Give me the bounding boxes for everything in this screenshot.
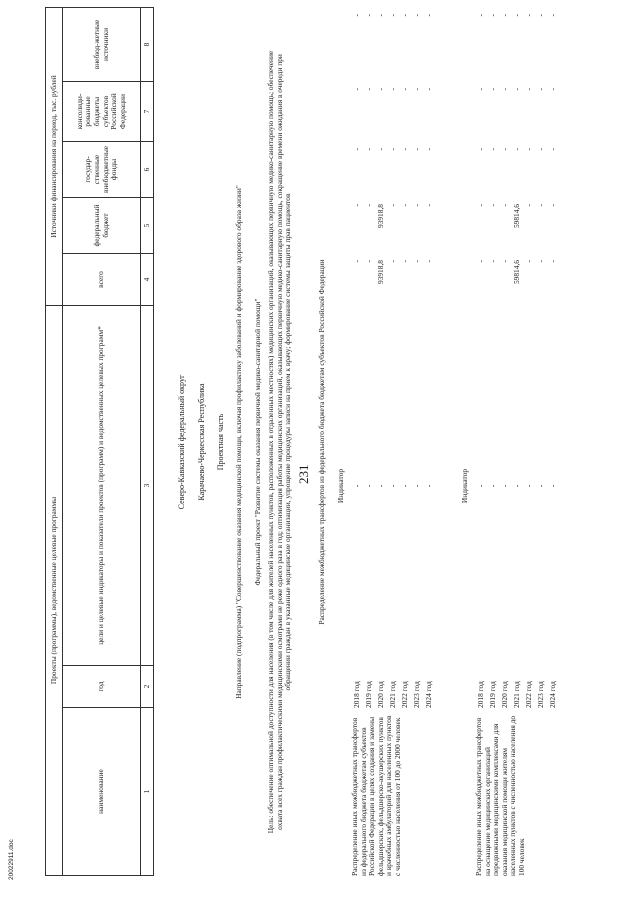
footer — [6, 839, 26, 900]
value-cell: - — [412, 88, 421, 91]
value-cell: - — [364, 148, 373, 151]
value-cell: - — [364, 88, 373, 91]
value-cell: - — [412, 260, 421, 263]
indicator-label: Индикатор — [336, 468, 345, 504]
transfers-heading: Распределение межбюджетных трансфертов из федерального бюджета бюджетам субъектов Российской Федерации — [317, 259, 326, 625]
value-cell: - — [488, 14, 497, 17]
value-cell: - — [352, 484, 361, 488]
year-list — [475, 668, 559, 708]
value-cell: - — [352, 260, 361, 263]
federal-column — [475, 204, 559, 254]
value-cell: - — [500, 88, 509, 91]
value-cell: - — [400, 148, 409, 151]
value-cell: - — [548, 484, 557, 488]
value-cell: - — [476, 204, 485, 207]
value-cell: - — [388, 88, 397, 91]
year-cell: 2018 год — [476, 681, 485, 708]
value-cell: - — [512, 14, 521, 17]
value-cell: - — [376, 484, 385, 488]
value-cell: - — [388, 14, 397, 17]
part-heading: Проектная часть — [216, 413, 225, 471]
year-cell: 2022 год — [524, 681, 533, 708]
value-cell: - — [548, 204, 557, 207]
value-cell: - — [376, 148, 385, 151]
goal-text: Цель: обеспечение оптимальной доступности для населения (в том числе для жителей населенных пунктов, расположенных в отдаленных местностях) медицинских организаций, оказывающих первичную медико-санитарную помощь; обеспечение охвата всех граждан профилактическими медицинскими осмотрами не реже одного раза в год; оптимизация работы медицинских организаций, оказывающих первичную медико-санитарную помощь, сокращение времени ожидания в очереди при обращении граждан в указанные медицинские организации, упрощение процедуры записи на прием к врачу; формирование системы защиты прав пациентов — [266, 50, 293, 834]
col-number: 6 — [141, 141, 154, 197]
value-cell: - — [412, 148, 421, 151]
row-name: Распределение иных межбюджетных трансфертов на оснащение медицинских организаций передвижными медицинскими комплексами для оказания медицинской помощи жителям населенных пунктов с численностью населения до 100 человек — [474, 715, 526, 876]
total-column — [351, 260, 435, 306]
year-list — [351, 668, 435, 708]
value-cell: - — [500, 204, 509, 207]
value-cell: - — [548, 260, 557, 263]
col-number: 1 — [141, 708, 154, 876]
header-total: всего — [63, 253, 141, 305]
value-cell: - — [476, 88, 485, 91]
value-cell: - — [488, 484, 497, 488]
extra-column — [351, 14, 435, 80]
year-cell: 2021 год — [388, 681, 397, 708]
value-cell: - — [500, 484, 509, 488]
header-group-sources: Источники финансирования на период, тыс. рублей — [46, 7, 63, 305]
page-number-text: 231 — [296, 464, 311, 484]
consolidated-column — [475, 88, 559, 142]
value-cell: - — [400, 204, 409, 207]
value-cell: 93918,8 — [376, 204, 385, 229]
value-cell: - — [364, 14, 373, 17]
year-cell: 2020 год — [376, 681, 385, 708]
value-cell: - — [548, 88, 557, 91]
rotated-content — [45, 8, 620, 876]
value-cell: - — [488, 260, 497, 263]
value-cell: - — [424, 14, 433, 17]
value-cell: - — [548, 148, 557, 151]
value-cell: - — [476, 484, 485, 488]
year-cell: 2024 год — [424, 681, 433, 708]
value-cell: - — [536, 484, 545, 488]
value-cell: - — [400, 88, 409, 91]
value-cell: - — [512, 88, 521, 91]
indicator-label: Индикатор — [460, 468, 469, 504]
value-cell: - — [412, 14, 421, 17]
value-cell: - — [388, 260, 397, 263]
value-cell: - — [400, 484, 409, 488]
project-heading: Федеральный проект "Развитие системы оказания первичной медико-санитарной помощи" — [253, 298, 262, 586]
value-cell: - — [536, 148, 545, 151]
value-cell: - — [352, 14, 361, 17]
value-cell: - — [376, 14, 385, 17]
goals-column — [475, 306, 559, 666]
value-cell: - — [476, 260, 485, 263]
goals-column — [351, 306, 435, 666]
value-cell: - — [364, 260, 373, 263]
budget-table-header — [45, 7, 154, 876]
value-cell: - — [500, 14, 509, 17]
value-cell: 93918,8 — [376, 260, 385, 285]
value-cell: - — [364, 204, 373, 207]
consolidated-column — [351, 88, 435, 142]
header-federal: федеральный бюджет — [63, 197, 141, 253]
value-cell: - — [352, 204, 361, 207]
value-cell: - — [476, 14, 485, 17]
value-cell: - — [548, 14, 557, 17]
header-goals: цели и целевые индикаторы и показатели проектов (программ) и ведомственных целевых программ* — [63, 305, 141, 665]
value-cell: - — [388, 148, 397, 151]
value-cell: - — [524, 484, 533, 488]
direction-heading: Направление (подпрограмма) "Совершенствование оказания медицинской помощи, включая профилактику заболеваний и формирование здорового образа жизни" — [234, 185, 243, 699]
value-cell: - — [524, 148, 533, 151]
extra-column — [475, 14, 559, 80]
value-cell: - — [424, 88, 433, 91]
header-year: год — [63, 666, 141, 708]
year-cell: 2020 год — [500, 681, 509, 708]
value-cell: - — [524, 88, 533, 91]
value-cell: 59814,6 — [512, 204, 521, 229]
value-cell: - — [536, 260, 545, 263]
year-cell: 2021 год — [512, 681, 521, 708]
col-number: 5 — [141, 197, 154, 253]
region-heading: Карачаево-Черкесская Республика — [197, 383, 206, 501]
row-name: Распределение иных межбюджетных трансфертов из федерального бюджета бюджетам субъектов Российской Федерации в целях создания и замены фельдшерских, фельдшерско-акушерских пунктов и врачебных амбулаторий для населенных пунктов с численностью населения от 100 до 2000 человек — [350, 715, 402, 876]
value-cell: - — [352, 88, 361, 91]
year-cell: 2019 год — [364, 681, 373, 708]
value-cell: - — [536, 88, 545, 91]
value-cell: - — [488, 204, 497, 207]
value-cell: - — [476, 148, 485, 151]
value-cell: - — [424, 484, 433, 488]
col-number: 2 — [141, 666, 154, 708]
value-cell: - — [488, 88, 497, 91]
value-cell: - — [412, 204, 421, 207]
value-cell: - — [424, 260, 433, 263]
value-cell: - — [488, 148, 497, 151]
value-cell: - — [424, 204, 433, 207]
col-number: 4 — [141, 253, 154, 305]
federal-column — [351, 204, 435, 254]
state-funds-column — [351, 148, 435, 198]
value-cell: - — [536, 204, 545, 207]
header-name: наименование — [63, 708, 141, 876]
value-cell: - — [388, 484, 397, 488]
value-cell: - — [424, 148, 433, 151]
year-cell: 2019 год — [488, 681, 497, 708]
year-cell: 2018 год — [352, 681, 361, 708]
value-cell: - — [512, 484, 521, 488]
value-cell: - — [500, 260, 509, 263]
value-cell: - — [536, 14, 545, 17]
header-state-funds: государ-ственные внебюджетные фонды — [63, 141, 141, 197]
footer-code: 20022911.doc — [8, 839, 15, 880]
col-number: 7 — [141, 81, 154, 141]
year-cell: 2024 год — [548, 681, 557, 708]
value-cell: - — [400, 260, 409, 263]
value-cell: - — [524, 14, 533, 17]
value-cell: - — [352, 148, 361, 151]
value-cell: - — [524, 204, 533, 207]
year-cell: 2023 год — [412, 681, 421, 708]
header-group-programs: Проекты (программы), ведомственные целевые программы — [46, 305, 63, 875]
value-cell: - — [376, 88, 385, 91]
value-cell: - — [400, 14, 409, 17]
header-consolidated: консолиди-рованные бюджеты субъектов Российской Федерации — [63, 81, 141, 141]
col-number: 3 — [141, 305, 154, 665]
value-cell: - — [364, 484, 373, 488]
value-cell: - — [500, 148, 509, 151]
value-cell: - — [524, 260, 533, 263]
value-cell: - — [412, 484, 421, 488]
year-cell: 2022 год — [400, 681, 409, 708]
col-number: 8 — [141, 7, 154, 81]
header-extra: внебюд-жетные источники — [63, 7, 141, 81]
value-cell: 59814,6 — [512, 260, 521, 285]
district-heading: Северо-Кавказский федеральный округ — [177, 374, 186, 510]
value-cell: - — [512, 148, 521, 151]
total-column — [475, 260, 559, 306]
year-cell: 2023 год — [536, 681, 545, 708]
state-funds-column — [475, 148, 559, 198]
value-cell: - — [388, 204, 397, 207]
